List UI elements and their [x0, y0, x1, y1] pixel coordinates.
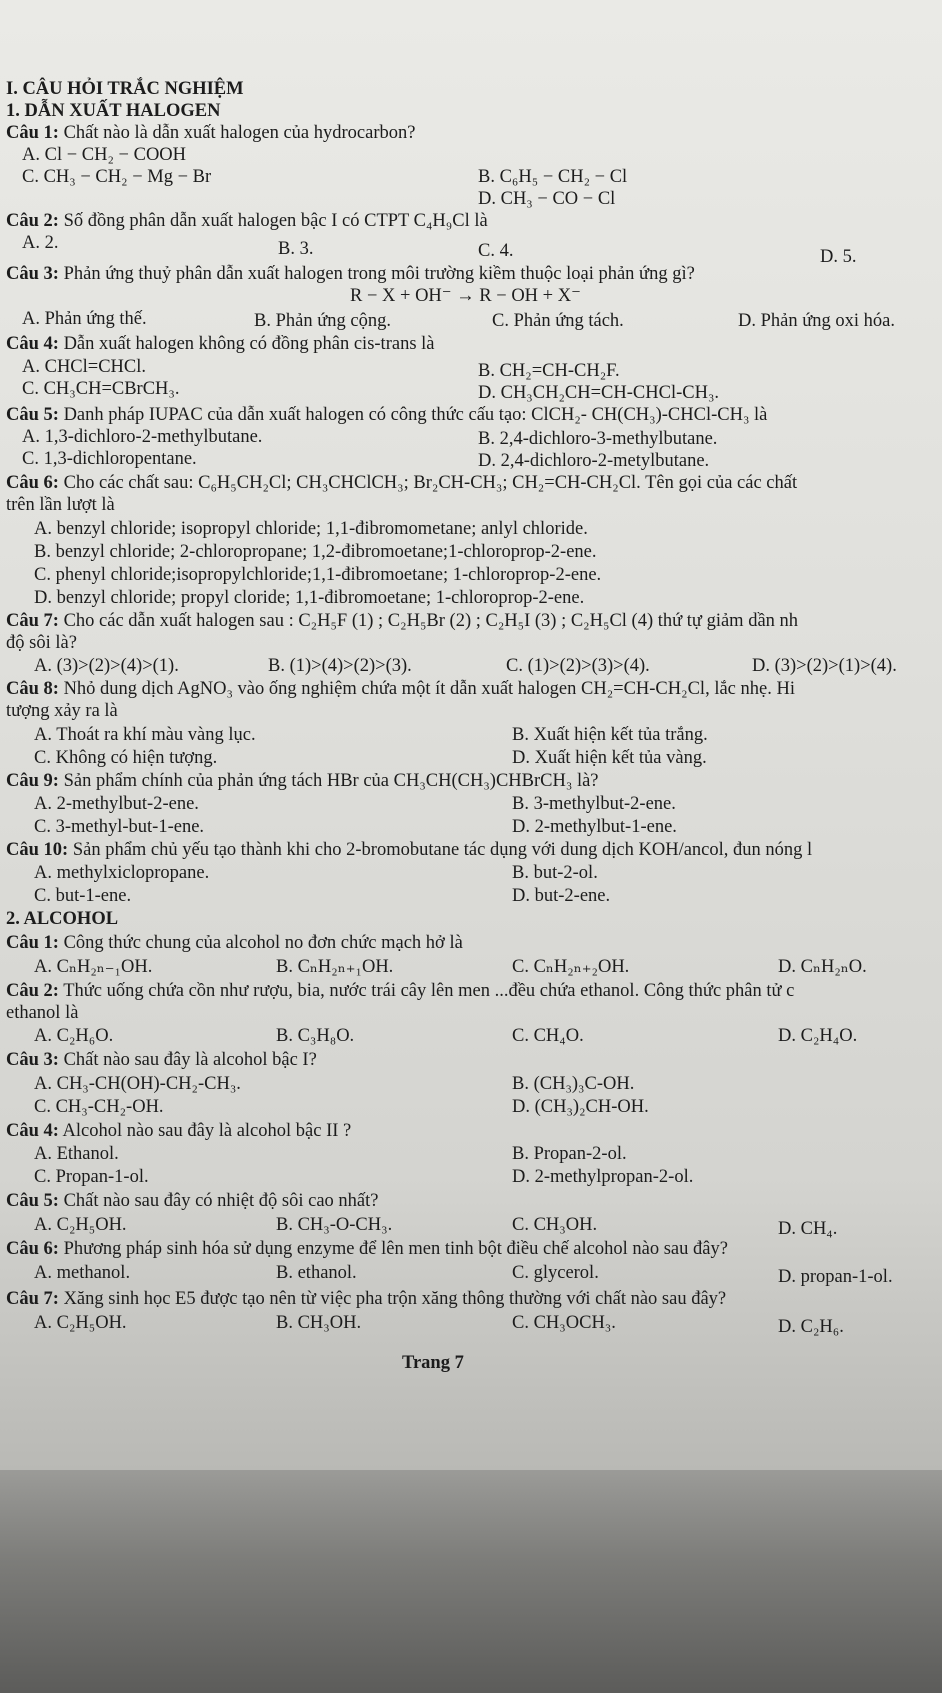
- q10-option-b[interactable]: B. but-2-ol.: [512, 863, 598, 883]
- question-6-cont: trên lần lượt là: [6, 495, 115, 515]
- q4-option-a[interactable]: A. CHCl=CHCl.: [22, 357, 147, 377]
- r7-option-c[interactable]: C. CH₃OCH₃.: [512, 1313, 616, 1333]
- q9-option-d[interactable]: D. 2-methylbut-1-ene.: [512, 817, 677, 837]
- alcohol-question-2-cont: ethanol là: [6, 1003, 79, 1023]
- r1-option-a[interactable]: A. CₙH₂ₙ₋₁OH.: [34, 957, 153, 977]
- r3-option-c[interactable]: C. CH₃-CH₂-OH.: [34, 1097, 164, 1117]
- q7-option-d[interactable]: D. (3)>(2)>(1)>(4).: [752, 656, 897, 676]
- r5-option-b[interactable]: B. CH₃-O-CH₃.: [276, 1215, 393, 1235]
- q10-option-a[interactable]: A. methylxiclopropane.: [34, 863, 210, 883]
- q5-option-a[interactable]: A. 1,3-dichloro-2-methylbutane.: [22, 427, 263, 447]
- alcohol-question-4: Câu 4: Alcohol nào sau đây là alcohol bậc II ?: [6, 1121, 352, 1141]
- q9-option-b[interactable]: B. 3-methylbut-2-ene.: [512, 794, 676, 814]
- r5-option-a[interactable]: A. C₂H₅OH.: [34, 1215, 127, 1235]
- r3-option-b[interactable]: B. (CH₃)₃C-OH.: [512, 1074, 635, 1094]
- r6-option-a[interactable]: A. methanol.: [34, 1263, 131, 1283]
- question-8: Câu 8: Nhỏ dung dịch AgNO₃ vào ống nghiệm chứa một ít dẫn xuất halogen CH₂=CH-CH₂Cl, lắc nhẹ. Hi: [6, 679, 795, 699]
- r4-option-a[interactable]: A. Ethanol.: [34, 1144, 119, 1164]
- q8-option-a[interactable]: A. Thoát ra khí màu vàng lục.: [34, 725, 256, 745]
- question-4: Câu 4: Dẫn xuất halogen không có đồng phân cis-trans là: [6, 334, 435, 354]
- r1-option-c[interactable]: C. CₙH₂ₙ₊₂OH.: [512, 957, 630, 977]
- r2-option-a[interactable]: A. C₂H₆O.: [34, 1026, 114, 1046]
- section-title-main: I. CÂU HỎI TRẮC NGHIỆM: [6, 79, 244, 99]
- q2-option-c[interactable]: C. 4.: [478, 241, 514, 261]
- r2-option-d[interactable]: D. C₂H₄O.: [778, 1026, 858, 1046]
- r4-option-b[interactable]: B. Propan-2-ol.: [512, 1144, 627, 1164]
- question-3: Câu 3: Phản ứng thuỷ phân dẫn xuất halogen trong môi trường kiềm thuộc loại phản ứng gì?: [6, 264, 695, 284]
- question-5: Câu 5: Danh pháp IUPAC của dẫn xuất halogen có công thức cấu tạo: ClCH₂- CH(CH₃)-CHCl-CH₃ là: [6, 405, 768, 425]
- question-9: Câu 9: Sản phẩm chính của phản ứng tách HBr của CH₃CH(CH₃)CHBrCH₃ là?: [6, 771, 599, 791]
- q6-option-b[interactable]: B. benzyl chloride; 2-chloropropane; 1,2-đibromoetane;1-chloroprop-2-ene.: [34, 542, 597, 562]
- question-8-cont: tượng xảy ra là: [6, 701, 118, 721]
- q6-option-c[interactable]: C. phenyl chloride;isopropylchloride;1,1-đibromoetane; 1-chloroprop-2-ene.: [34, 565, 602, 585]
- question-10: Câu 10: Sản phẩm chủ yếu tạo thành khi cho 2-bromobutane tác dụng với dung dịch KOH/ancol, đun nóng l: [6, 840, 813, 860]
- r6-option-b[interactable]: B. ethanol.: [276, 1263, 357, 1283]
- alcohol-question-5: Câu 5: Chất nào sau đây có nhiệt độ sôi cao nhất?: [6, 1191, 379, 1211]
- r6-option-c[interactable]: C. glycerol.: [512, 1263, 599, 1283]
- alcohol-question-6: Câu 6: Phương pháp sinh hóa sử dụng enzyme để lên men tinh bột điều chế alcohol nào sau đây?: [6, 1239, 728, 1259]
- r4-option-d[interactable]: D. 2-methylpropan-2-ol.: [512, 1167, 694, 1187]
- q5-option-c[interactable]: C. 1,3-dichloropentane.: [22, 449, 197, 469]
- section-title-alcohol: 2. ALCOHOL: [6, 909, 119, 929]
- q9-option-c[interactable]: C. 3-methyl-but-1-ene.: [34, 817, 205, 837]
- section-title-halogen: 1. DẪN XUẤT HALOGEN: [6, 101, 221, 121]
- page-number: Trang 7: [402, 1353, 464, 1373]
- q7-option-b[interactable]: B. (1)>(4)>(2)>(3).: [268, 656, 412, 676]
- q10-option-c[interactable]: C. but-1-ene.: [34, 886, 132, 906]
- r2-option-b[interactable]: B. C₃H₈O.: [276, 1026, 355, 1046]
- r3-option-d[interactable]: D. (CH₃)₂CH-OH.: [512, 1097, 649, 1117]
- table-surface: [0, 1470, 942, 1693]
- q9-option-a[interactable]: A. 2-methylbut-2-ene.: [34, 794, 199, 814]
- r5-option-c[interactable]: C. CH₃OH.: [512, 1215, 598, 1235]
- q3-equation: R − X + OH⁻ → R − OH + X⁻: [350, 286, 581, 306]
- q2-option-a[interactable]: A. 2.: [22, 233, 59, 253]
- q2-option-d[interactable]: D. 5.: [820, 247, 857, 267]
- alcohol-question-3: Câu 3: Chất nào sau đây là alcohol bậc I?: [6, 1050, 317, 1070]
- r4-option-c[interactable]: C. Propan-1-ol.: [34, 1167, 149, 1187]
- q8-option-c[interactable]: C. Không có hiện tượng.: [34, 748, 218, 768]
- q8-option-b[interactable]: B. Xuất hiện kết tủa trắng.: [512, 725, 708, 745]
- q3-option-c[interactable]: C. Phản ứng tách.: [492, 311, 624, 331]
- q3-option-b[interactable]: B. Phản ứng cộng.: [254, 311, 391, 331]
- r1-option-b[interactable]: B. CₙH₂ₙ₊₁OH.: [276, 957, 394, 977]
- q6-option-a[interactable]: A. benzyl chloride; isopropyl chloride; 1,1-đibromometane; anlyl chloride.: [34, 519, 588, 539]
- question-7: Câu 7: Cho các dẫn xuất halogen sau : C₂H₅F (1) ; C₂H₅Br (2) ; C₂H₅I (3) ; C₂H₅Cl (4) thứ tự giảm dần nh: [6, 611, 799, 631]
- r7-option-b[interactable]: B. CH₃OH.: [276, 1313, 362, 1333]
- alcohol-question-2: Câu 2: Thức uống chứa cồn như rượu, bia, nước trái cây lên men ...đều chứa ethanol. Công thức phân tử c: [6, 981, 795, 1001]
- q8-option-d[interactable]: D. Xuất hiện kết tủa vàng.: [512, 748, 707, 768]
- q2-option-b[interactable]: B. 3.: [278, 239, 314, 259]
- q1-option-c[interactable]: C. CH₃ − CH₂ − Mg − Br: [22, 167, 212, 187]
- q1-option-a[interactable]: A. Cl − CH₂ − COOH: [22, 145, 187, 165]
- r7-option-d[interactable]: D. C₂H₆.: [778, 1317, 844, 1337]
- question-7-cont: độ sôi là?: [6, 633, 77, 653]
- q4-option-b[interactable]: B. CH₂=CH-CH₂F.: [478, 361, 620, 381]
- q1-option-d[interactable]: D. CH₃ − CO − Cl: [478, 189, 616, 209]
- r3-option-a[interactable]: A. CH₃-CH(OH)-CH₂-CH₃.: [34, 1074, 241, 1094]
- r5-option-d[interactable]: D. CH₄.: [778, 1219, 838, 1239]
- alcohol-question-1: Câu 1: Công thức chung của alcohol no đơn chức mạch hở là: [6, 933, 463, 953]
- q4-option-d[interactable]: D. CH₃CH₂CH=CH-CHCl-CH₃.: [478, 383, 720, 403]
- q7-option-c[interactable]: C. (1)>(2)>(3)>(4).: [506, 656, 650, 676]
- q5-option-b[interactable]: B. 2,4-dichloro-3-methylbutane.: [478, 429, 718, 449]
- q4-option-c[interactable]: C. CH₃CH=CBrCH₃.: [22, 379, 180, 399]
- q1-option-b[interactable]: B. C₆H₅ − CH₂ − Cl: [478, 167, 628, 187]
- r2-option-c[interactable]: C. CH₄O.: [512, 1026, 584, 1046]
- question-2: Câu 2: Số đồng phân dẫn xuất halogen bậc I có CTPT C₄H₉Cl là: [6, 211, 488, 231]
- question-1: Câu 1: Chất nào là dẫn xuất halogen của hydrocarbon?: [6, 123, 416, 143]
- q3-option-d[interactable]: D. Phản ứng oxi hóa.: [738, 311, 895, 331]
- r6-option-d[interactable]: D. propan-1-ol.: [778, 1267, 893, 1287]
- question-6: Câu 6: Cho các chất sau: C₆H₅CH₂Cl; CH₃CHClCH₃; Br₂CH-CH₃; CH₂=CH-CH₂Cl. Tên gọi của các chất: [6, 473, 798, 493]
- q5-option-d[interactable]: D. 2,4-dichloro-2-metylbutane.: [478, 451, 710, 471]
- q6-option-d[interactable]: D. benzyl chloride; propyl cloride; 1,1-đibromoetane; 1-chloroprop-2-ene.: [34, 588, 585, 608]
- alcohol-question-7: Câu 7: Xăng sinh học E5 được tạo nên từ việc pha trộn xăng thông thường với chất nào sau đây?: [6, 1289, 727, 1309]
- q7-option-a[interactable]: A. (3)>(2)>(4)>(1).: [34, 656, 179, 676]
- q3-option-a[interactable]: A. Phản ứng thế.: [22, 309, 147, 329]
- r1-option-d[interactable]: D. CₙH₂ₙO.: [778, 957, 867, 977]
- q10-option-d[interactable]: D. but-2-ene.: [512, 886, 611, 906]
- r7-option-a[interactable]: A. C₂H₅OH.: [34, 1313, 127, 1333]
